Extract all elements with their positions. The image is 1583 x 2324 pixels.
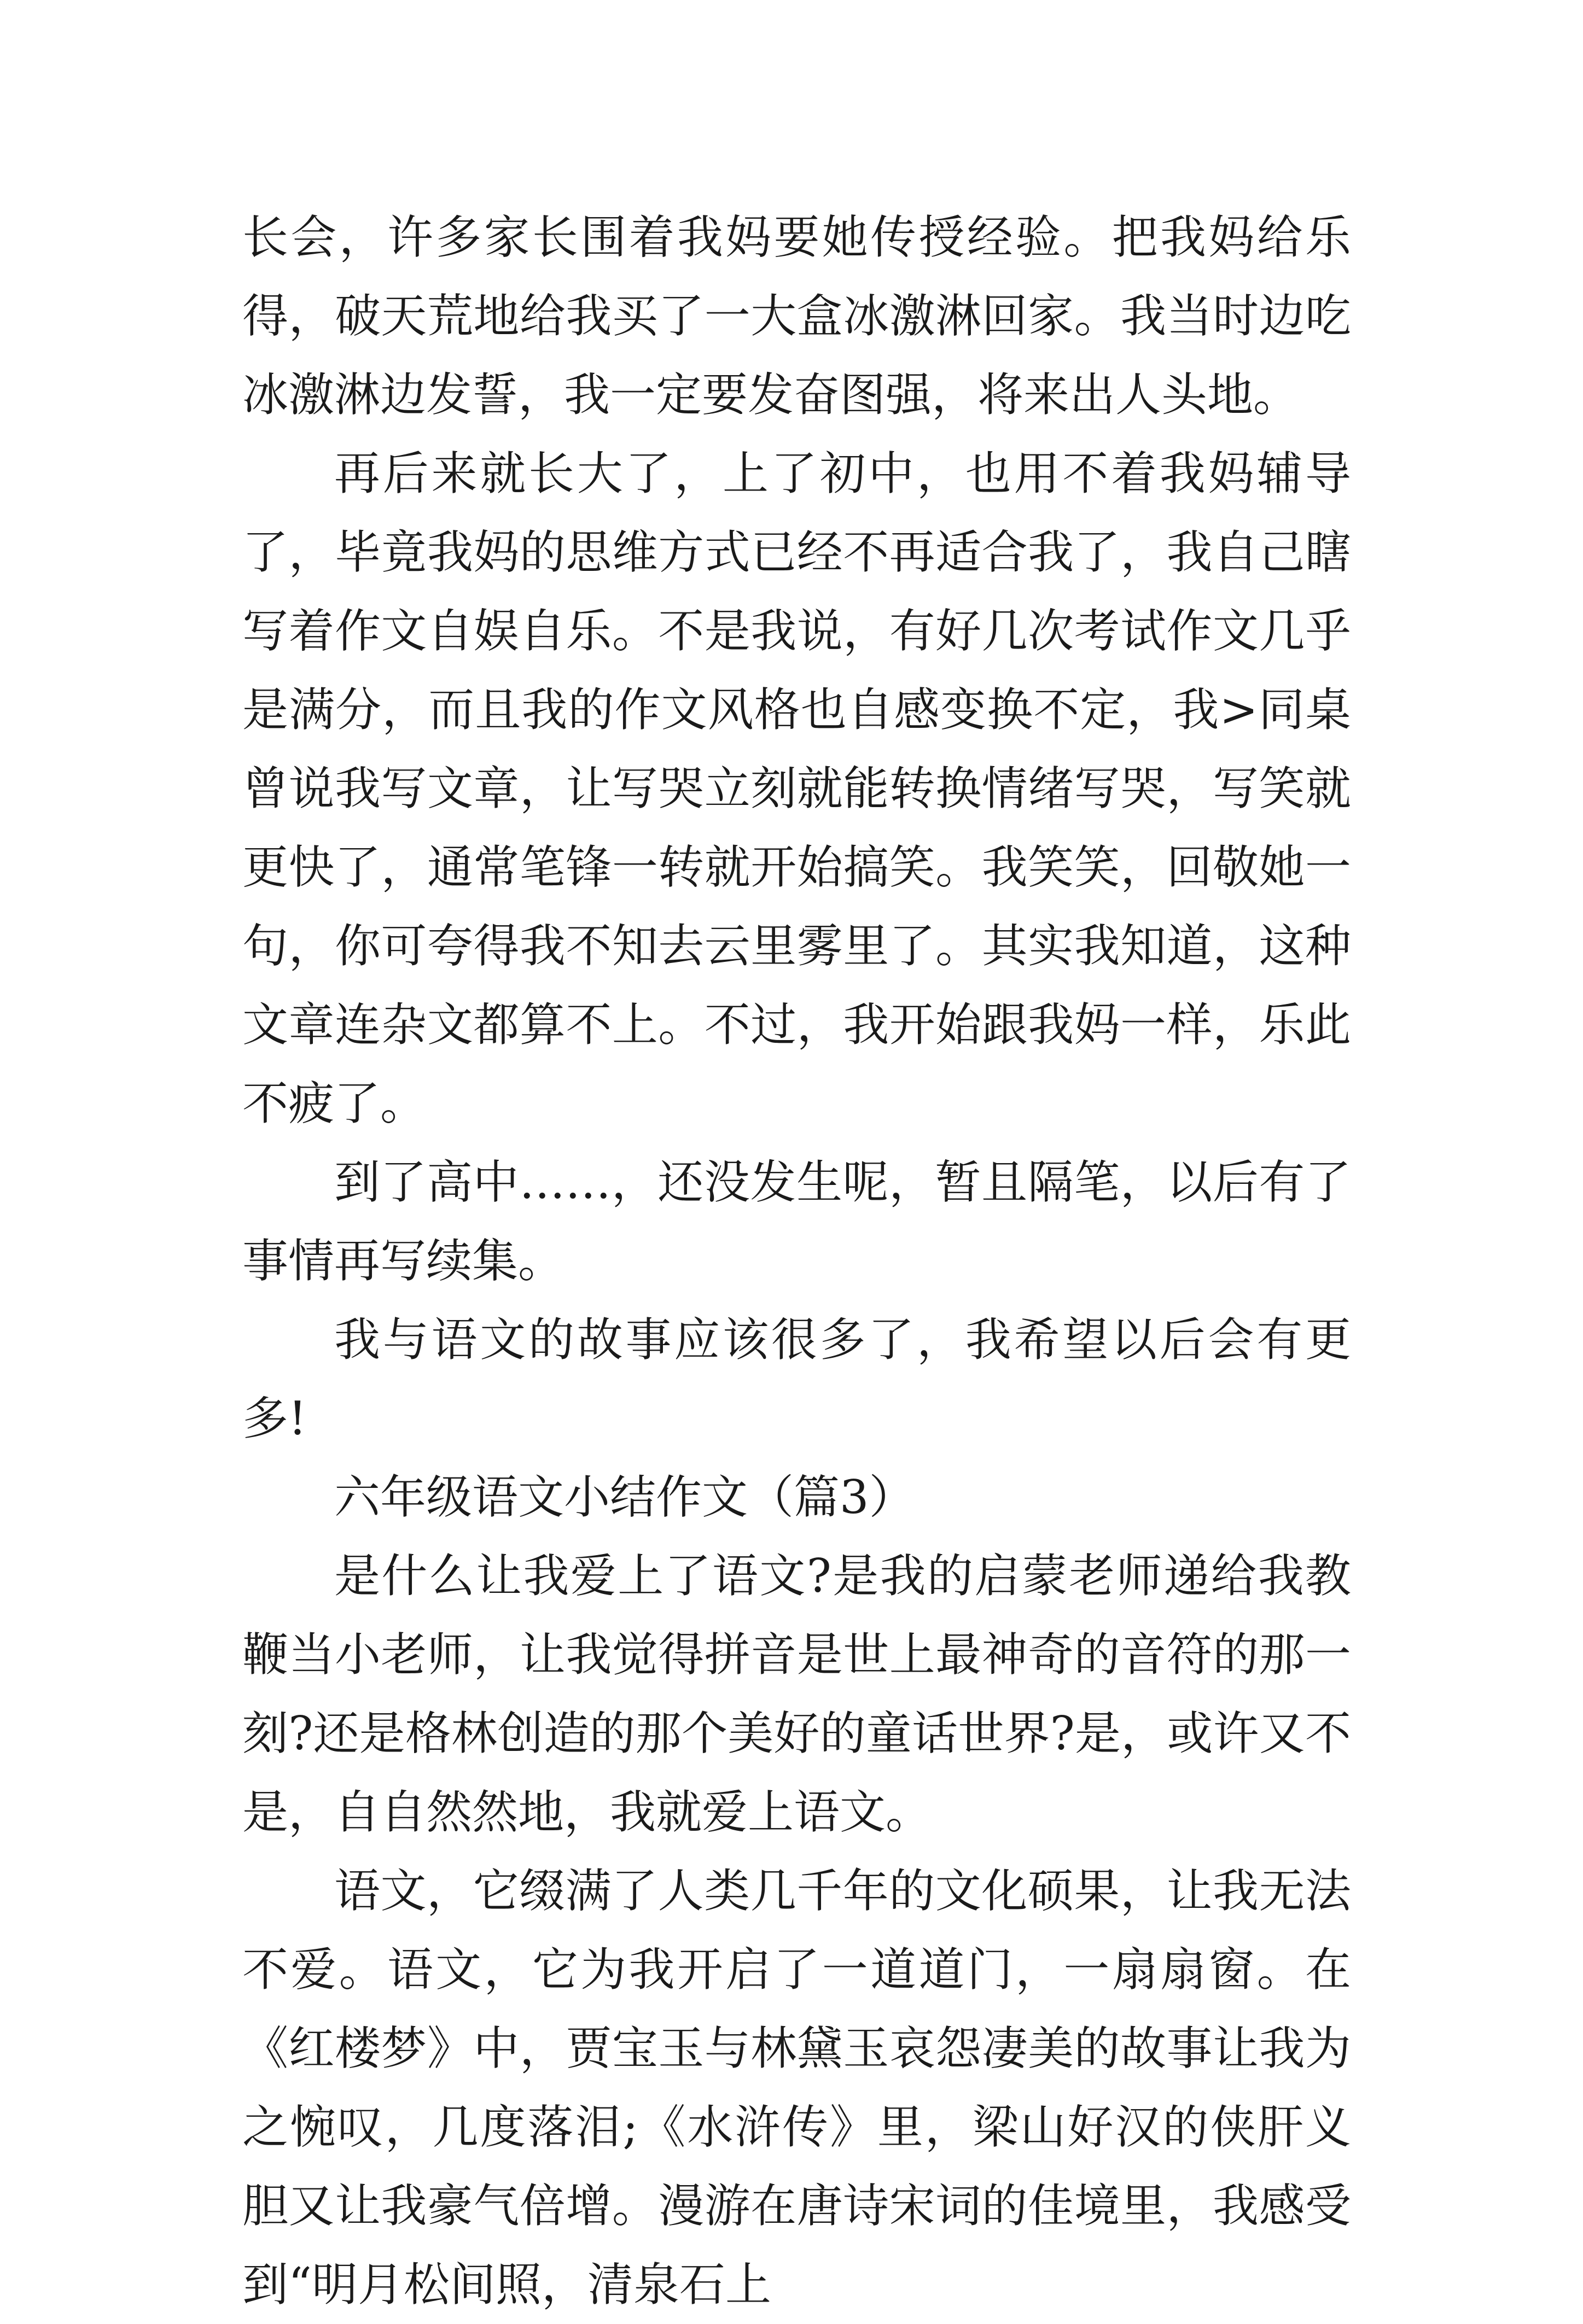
section-heading: 六年级语文小结作文（篇3） [334, 1470, 915, 1524]
paragraph-4: 我与语文的故事应该很多了，我希望以后会有更多! [242, 1313, 1351, 1445]
paragraph-1: 长会，许多家长围着我妈要她传授经验。把我妈给乐得，破天荒地给我买了一大盒冰激淋回家。我当时边吃冰激淋边发誓，我一定要发奋图强，将来出人头地。 [242, 211, 1351, 422]
body-text [242, 198, 1351, 2324]
paragraph-3: 到了高中……，还没发生呢，暂且隔笔，以后有了事情再写续集。 [242, 1155, 1351, 1288]
paragraph-2: 再后来就长大了，上了初中，也用不着我妈辅导了，毕竟我妈的思维方式已经不再适合我了，我自己瞎写着作文自娱自乐。不是我说，有好几次考试作文几乎是满分，而且我的作文风格也自感变换不定，我>同桌曾说我写文章，让写哭立刻就能转换情绪写哭，写笑就更快了，通常笔锋一转就开始搞笑。我笑笑，回敬她一句，你可夸得我不知去云里雾里了。其实我知道，这种文章连杂文都算不上。不过，我开始跟我妈一样，乐此不疲了。 [242, 447, 1351, 1130]
paragraph-6: 语文，它缀满了人类几千年的文化硕果，让我无法不爱。语文，它为我开启了一道道门，一扇扇窗。在《红楼梦》中，贾宝玉与林黛玉哀怨凄美的故事让我为之惋叹，几度落泪;《水浒传》里，梁山好汉的侠肝义胆又让我豪气倍增。漫游在唐诗宋词的佳境里，我感受到“明月松间照，清泉石上 [242, 1864, 1351, 2311]
paragraph-5: 是什么让我爱上了语文?是我的启蒙老师递给我教鞭当小老师，让我觉得拼音是世上最神奇的音符的那一刻?还是格林创造的那个美好的童话世界?是，或许又不是，自自然然地，我就爱上语文。 [242, 1549, 1351, 1839]
